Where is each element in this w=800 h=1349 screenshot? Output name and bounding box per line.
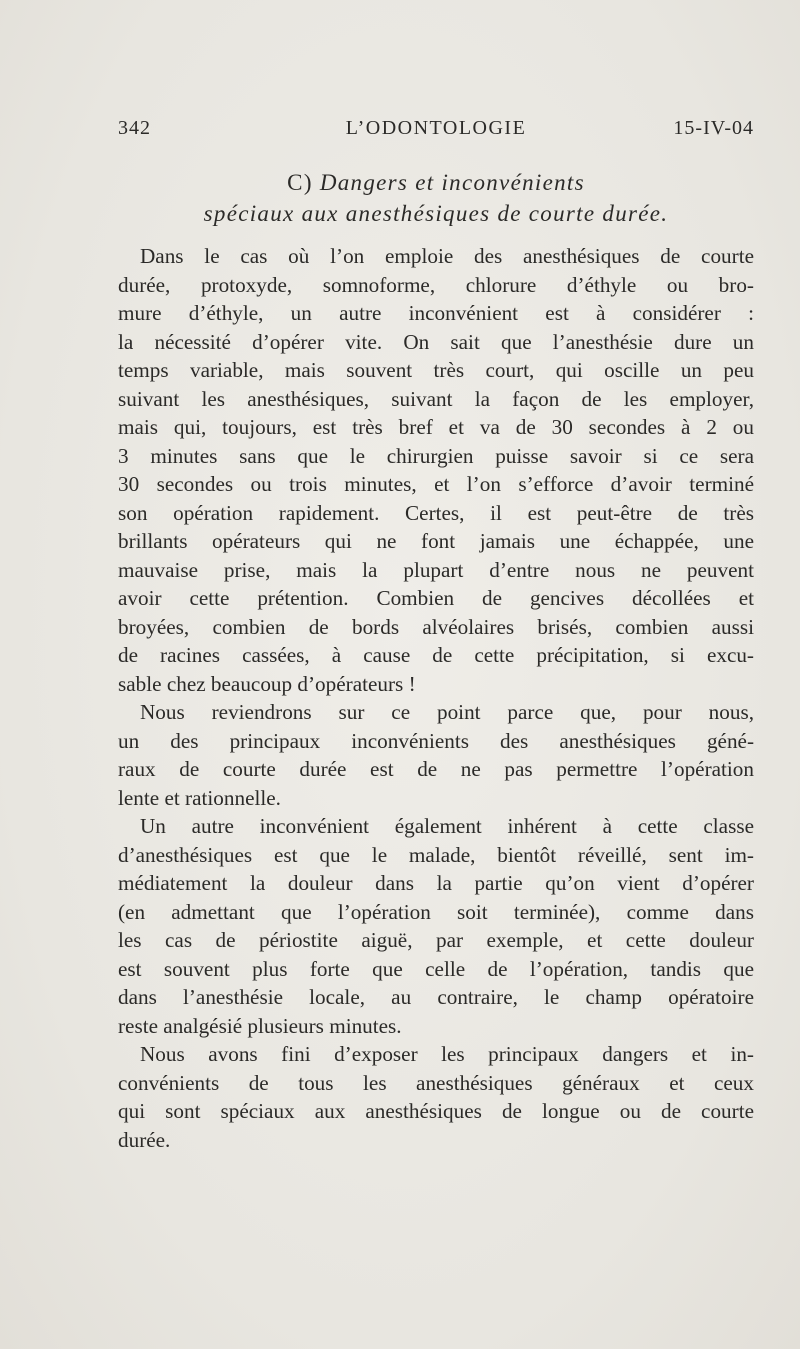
- journal-title: L’ODONTOLOGIE: [345, 117, 527, 139]
- text-line: broyées, combien de bords alvéolaires brisés, combien aussi: [118, 614, 754, 639]
- text-line: lente et rationnelle.: [118, 785, 281, 810]
- text-line: Un autre inconvénient également inhérent à cette classe: [140, 814, 754, 838]
- text-line: mauvaise prise, mais la plupart d’entre nous ne peuvent: [118, 557, 754, 582]
- text-line: de racines cassées, à cause de cette précipitation, si excu-: [118, 643, 754, 667]
- text-line: est souvent plus forte que celle de l’opération, tandis que: [118, 956, 754, 981]
- text-line: reste analgésié plusieurs minutes.: [118, 1013, 402, 1038]
- text-line: mure d’éthyle, un autre inconvénient est à considérer :: [118, 301, 754, 325]
- text-line: mais qui, toujours, est très bref et va de 30 secondes à 2 ou: [118, 415, 754, 439]
- text-line: un des principaux inconvénients des anesthésiques géné-: [118, 728, 754, 753]
- text-line: Nous reviendrons sur ce point parce que, pour nous,: [140, 700, 754, 724]
- text-line: sable chez beaucoup d’opérateurs !: [118, 671, 416, 696]
- section-heading-line-2: [118, 201, 754, 227]
- text-line: son opération rapidement. Certes, il est peut-être de très: [118, 500, 754, 525]
- text-line: raux de courte durée est de ne pas permettre l’opération: [118, 757, 754, 781]
- text-line: qui sont spéciaux aux anesthésiques de longue ou de courte: [118, 1099, 754, 1123]
- text-line: durée, protoxyde, somnoforme, chlorure d’éthyle ou bro-: [118, 272, 754, 297]
- text-line: Nous avons fini d’exposer les principaux dangers et in-: [140, 1042, 754, 1066]
- text-line: 3 minutes sans que le chirurgien puisse savoir si ce sera: [118, 443, 754, 468]
- text-line: 30 secondes ou trois minutes, et l’on s’efforce d’avoir terminé: [118, 472, 754, 496]
- text-line: brillants opérateurs qui ne font jamais une échappée, une: [118, 529, 754, 553]
- running-header: [118, 117, 754, 141]
- page-number: 342: [118, 117, 151, 139]
- section-heading-line-1: [118, 170, 754, 196]
- section-label: C): [287, 170, 313, 195]
- text-line: convénients de tous les anesthésiques généraux et ceux: [118, 1070, 754, 1095]
- text-line: Dans le cas où l’on emploie des anesthésiques de courte: [140, 244, 754, 268]
- text-line: avoir cette prétention. Combien de gencives décollées et: [118, 586, 754, 610]
- text-line: d’anesthésiques est que le malade, bientôt réveillé, sent im-: [118, 842, 754, 867]
- section-title-part-1: Dangers et inconvénients: [319, 170, 585, 195]
- text-line: la nécessité d’opérer vite. On sait que l’anesthésie dure un: [118, 329, 754, 354]
- body-text: [118, 242, 754, 1154]
- text-line: dans l’anesthésie locale, au contraire, le champ opératoire: [118, 985, 754, 1009]
- issue-date: 15-IV-04: [673, 117, 754, 139]
- text-line: temps variable, mais souvent très court, qui oscille un peu: [118, 358, 754, 382]
- text-line: durée.: [118, 1127, 171, 1152]
- text-line: les cas de périostite aiguë, par exemple, et cette douleur: [118, 928, 754, 952]
- section-title-part-2: spéciaux aux anesthésiques de courte durée.: [203, 201, 669, 226]
- text-line: suivant les anesthésiques, suivant la façon de les employer,: [118, 386, 754, 411]
- text-line: (en admettant que l’opération soit terminée), comme dans: [118, 899, 754, 924]
- text-line: médiatement la douleur dans la partie qu’on vient d’opérer: [118, 871, 754, 895]
